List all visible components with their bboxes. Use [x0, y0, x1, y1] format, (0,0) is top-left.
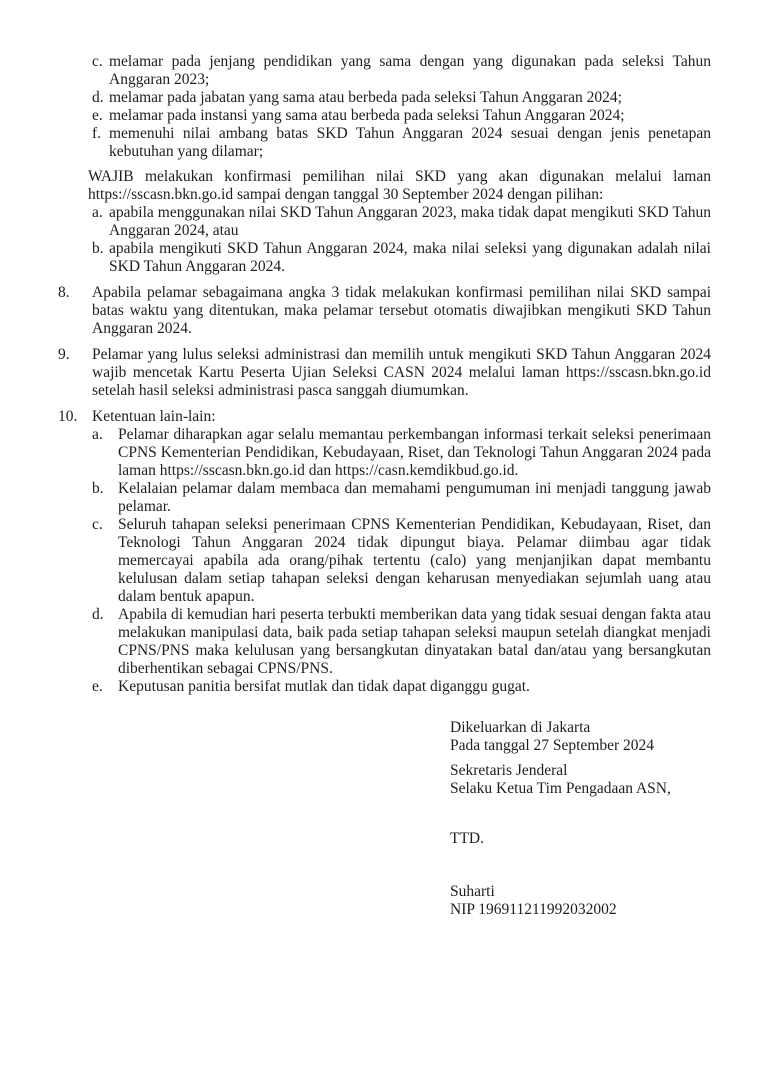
signature-name: Suharti: [450, 883, 495, 900]
wajib-options-list: [92, 204, 711, 276]
item-heading: Ketentuan lain-lain:: [92, 408, 216, 425]
list-item-marker: d.: [92, 89, 104, 106]
signature-block: [450, 719, 711, 919]
item-text: Pelamar yang lulus seleksi administrasi dan memilih untuk mengikuti SKD Tahun Anggaran 2024 wajib mencetak Kartu Peserta Ujian Seleksi CASN 2024 melalui laman https://sscasn.bkn.go.id setelah hasil seleksi administrasi pasca sanggah diumumkan.: [92, 346, 711, 399]
list-item-text: melamar pada jenjang pendidikan yang sama dengan yang digunakan pada seleksi Tahun Anggaran 2023;: [109, 53, 711, 88]
list-item-text: memenuhi nilai ambang batas SKD Tahun Anggaran 2024 sesuai dengan jenis penetapan kebutuhan yang dilamar;: [109, 125, 711, 160]
item-text: Apabila pelamar sebagaimana angka 3 tidak melakukan konfirmasi pemilihan nilai SKD sampai batas waktu yang ditentukan, maka pelamar tersebut otomatis diwajibkan mengikuti SKD Tahun Anggaran 2024.: [92, 284, 711, 337]
list-item-e: [92, 107, 711, 125]
list-item-text: apabila mengikuti SKD Tahun Anggaran 2024, maka nilai seleksi yang digunakan adalah nilai SKD Tahun Anggaran 2024.: [109, 240, 711, 275]
item-number: 9.: [58, 346, 70, 363]
item-number: 8.: [58, 284, 70, 301]
sub-list-continuation: [92, 53, 711, 161]
list-item-marker: f.: [92, 125, 102, 142]
list-item-text: Kelalaian pelamar dalam membaca dan memahami pengumuman ini menjadi tanggung jawab pelamar.: [118, 480, 711, 515]
wajib-option-b: [92, 240, 711, 276]
signature-name-group: [450, 883, 711, 919]
list-item-text: melamar pada instansi yang sama atau berbeda pada seleksi Tahun Anggaran 2024;: [109, 107, 625, 124]
item-number: 10.: [58, 408, 78, 425]
ketentuan-item-b: [92, 480, 711, 516]
sub-list-ketentuan: [92, 426, 711, 696]
wajib-paragraph: WAJIB melakukan konfirmasi pemilihan nilai SKD yang akan digunakan melalui laman https://sscasn.bkn.go.id sampai dengan tanggal 30 September 2024 dengan pilihan:: [88, 168, 711, 203]
list-item-c: [92, 53, 711, 89]
list-item-marker: c.: [92, 53, 103, 70]
list-item-marker: c.: [92, 516, 103, 533]
numbered-item-8: [58, 284, 711, 338]
list-item-d: [92, 89, 711, 107]
ketentuan-item-a: [92, 426, 711, 480]
list-item-text: melamar pada jabatan yang sama atau berbeda pada seleksi Tahun Anggaran 2024;: [109, 89, 622, 106]
signature-ttd: TTD.: [450, 830, 485, 847]
list-item-marker: a.: [92, 426, 103, 443]
list-item-f: [92, 125, 711, 161]
list-item-text: apabila menggunakan nilai SKD Tahun Anggaran 2023, maka tidak dapat mengikuti SKD Tahun Anggaran 2024, atau: [109, 204, 711, 239]
list-item-marker: e.: [92, 107, 103, 124]
list-item-marker: a.: [92, 204, 103, 221]
list-item-marker: e.: [92, 678, 103, 695]
signature-official-group: [450, 762, 711, 798]
list-item-text: Seluruh tahapan seleksi penerimaan CPNS Kementerian Pendidikan, Kebudayaan, Riset, dan Teknologi Tahun Anggaran 2024 tidak dipungut biaya. Pelamar diimbau agar tidak memercayai apabila ada orang/pihak tertentu (calo) yang menjanjikan dapat membantu kelulusan dalam setiap tahapan seleksi dengan keharusan menyediakan sejumlah uang atau dalam bentuk apapun.: [118, 516, 711, 605]
signature-date: Pada tanggal 27 September 2024: [450, 737, 655, 754]
signature-issued-group: [450, 719, 711, 755]
list-item-text: Keputusan panitia bersifat mutlak dan tidak dapat diganggu gugat.: [118, 678, 530, 695]
list-item-marker: d.: [92, 606, 104, 623]
list-item-text: Pelamar diharapkan agar selalu memantau perkembangan informasi terkait seleksi penerimaan CPNS Kementerian Pendidikan, Kebudayaan, Riset, dan Teknologi Tahun Anggaran 2024 pada laman https://sscasn.bkn.go.id dan https://casn.kemdikbud.go.id.: [118, 426, 711, 479]
list-item-marker: b.: [92, 240, 104, 257]
item-body: [92, 408, 711, 696]
ketentuan-item-d: [92, 606, 711, 678]
numbered-item-10: [58, 408, 711, 696]
signature-nip: NIP 196911211992032002: [450, 901, 617, 918]
list-item-text: Apabila di kemudian hari peserta terbukti memberikan data yang tidak sesuai dengan fakta atau melakukan manipulasi data, baik pada setiap tahapan seleksi maupun setelah diangkat menjadi CPNS/PNS maka kelulusan yang bersangkutan dinyatakan batal dan/atau yang bersangkutan diberhentikan sebagai CPNS/PNS.: [118, 606, 711, 677]
wajib-option-a: [92, 204, 711, 240]
list-item-marker: b.: [92, 480, 104, 497]
ketentuan-item-e: [92, 678, 711, 696]
signature-place: Dikeluarkan di Jakarta: [450, 719, 591, 736]
ketentuan-item-c: [92, 516, 711, 606]
signature-title-2: Selaku Ketua Tim Pengadaan ASN,: [450, 780, 671, 797]
signature-title-1: Sekretaris Jenderal: [450, 762, 568, 779]
numbered-item-9: [58, 346, 711, 400]
